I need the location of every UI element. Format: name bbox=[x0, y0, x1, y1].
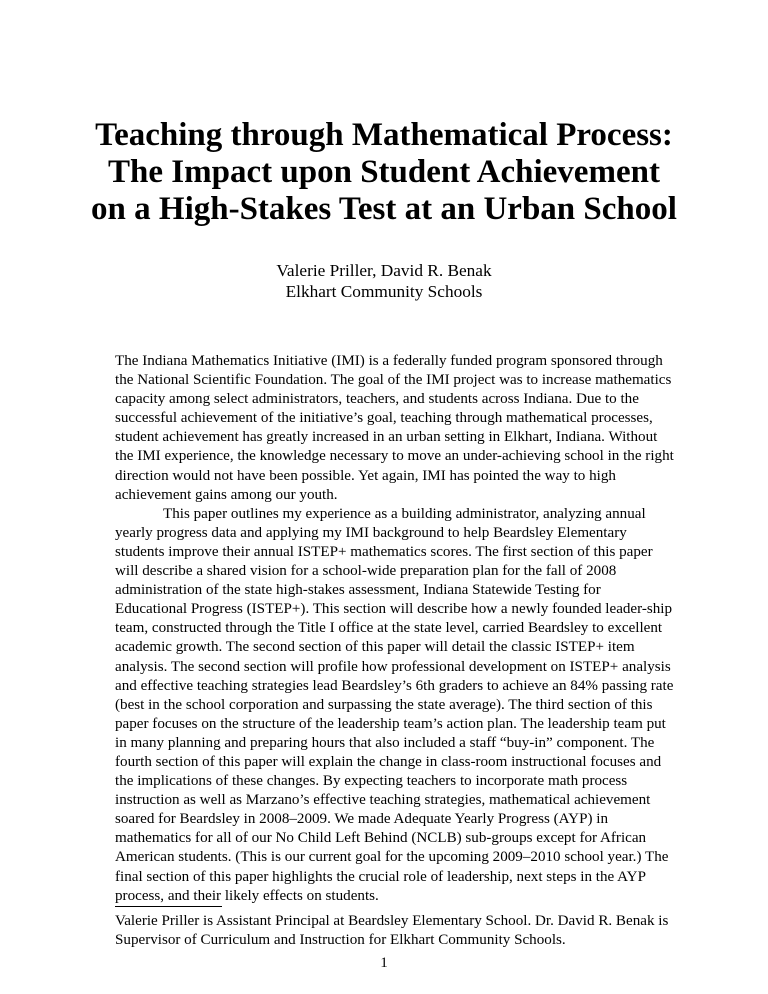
abstract-body bbox=[115, 352, 675, 906]
title-line-2: The Impact upon Student Achievement bbox=[108, 154, 660, 190]
body-paragraph-1: The Indiana Mathematics Initiative (IMI) is a federally funded program sponsored through the National Scientific Foundation. The goal of the IMI project was to increase mathematics capacity among select administrators, teachers, and students across Indiana. Due to the successful achievement of the initiative’s goal, teaching through mathematical processes, student achievement has greatly increased in an urban setting in Elkhart, Indiana. Without the IMI experience, the knowledge necessary to move an under-achieving school in the right direction would not have been possible. Yet again, IMI has pointed the way to high achievement gains among our youth. bbox=[115, 353, 674, 503]
author-affiliation: Elkhart Community Schools bbox=[285, 282, 483, 301]
body-paragraph-2: This paper outlines my experience as a building administrator, analyzing annual yearly progress data and applying my IMI background to help Beardsley Elementary students improve their annual ISTEP+ mathematics scores. The first section of this paper will describe a shared vision for a school-wide preparation plan for the fall of 2008 administration of the state high-stakes assessment, Indiana Statewide Testing for Educational Progress (ISTEP+). This section will describe how a newly founded leader-ship team, constructed through the Title I office at the state level, carried Beardsley to excellent academic growth. The second section of this paper will detail the classic ISTEP+ item analysis. The second section will profile how professional development on ISTEP+ analysis and effective teaching strategies lead Beardsley’s 6th graders to achieve an 84% passing rate (best in the school corporation and surpassing the state average). The third section of this paper focuses on the structure of the leadership team’s action plan. The leadership team put in many planning and preparing hours that also included a staff “buy-in” component. The fourth section of this paper will explain the change in class-room instructional focuses and the implications of these changes. By expecting teachers to incorporate math process instruction as well as Marzano’s effective teaching strategies, mathematical achievement soared for Beardsley in 2008–2009. We made Adequate Yearly Progress (AYP) in mathematics for all of our No Child Left Behind (NCLB) sub-groups except for African American students. (This is our current goal for the upcoming 2009–2010 school year.) The final section of this paper highlights the crucial role of leadership, next steps in the AYP process, and their likely effects on students. bbox=[115, 505, 674, 904]
footnote: Valerie Priller is Assistant Principal at Beardsley Elementary School. Dr. David R. Benak is Supervisor of Curriculum and Instruction for Elkhart Community Schools. bbox=[115, 913, 669, 949]
footnote-rule bbox=[115, 906, 222, 907]
title-line-1: Teaching through Mathematical Process: bbox=[95, 117, 673, 153]
author-names: Valerie Priller, David R. Benak bbox=[276, 261, 492, 280]
author-block bbox=[0, 260, 768, 302]
paper-title bbox=[0, 117, 768, 228]
title-line-3: on a High-Stakes Test at an Urban School bbox=[91, 191, 677, 227]
page-number: 1 bbox=[380, 955, 388, 971]
